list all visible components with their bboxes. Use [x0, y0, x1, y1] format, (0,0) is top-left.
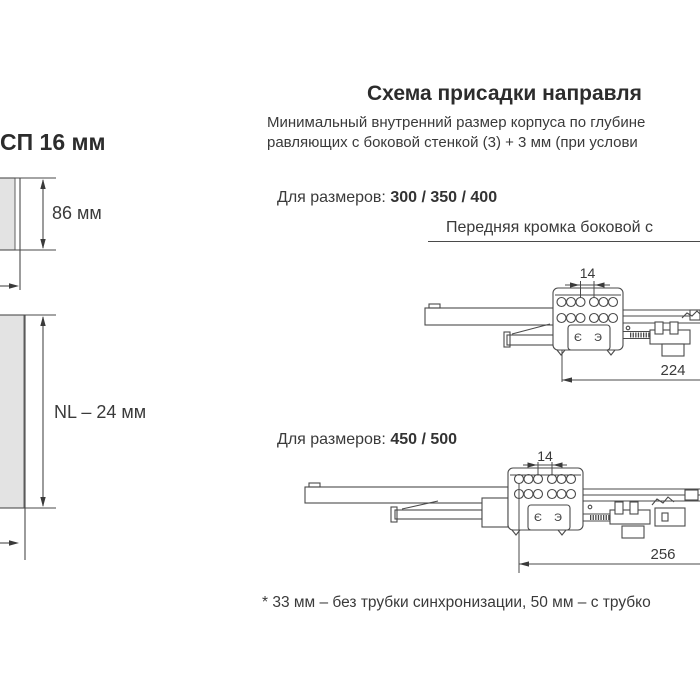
- arrow-up-icon: [40, 179, 45, 189]
- panel-section-top: [0, 178, 15, 250]
- plate-clip-right: Э: [554, 512, 562, 524]
- dim-label-nl24: NL – 24 мм: [54, 402, 147, 422]
- sizes-values: 300 / 350 / 400: [390, 189, 498, 206]
- arrow-right-icon: [570, 282, 580, 287]
- arrow-right-icon: [9, 283, 19, 289]
- arrow-left-icon: [595, 282, 605, 287]
- arrow-left-icon: [519, 561, 529, 566]
- dim-label-86: 86 мм: [52, 203, 102, 223]
- plate-clip-left: Є: [574, 332, 582, 344]
- latch-assembly: [610, 490, 698, 538]
- bracket-foot: [557, 350, 565, 355]
- bracket-foot: [558, 530, 566, 535]
- panel-section-long: [0, 315, 24, 508]
- dim-label-depth-2: 256: [650, 546, 676, 563]
- slide-drawing-450-500: [290, 450, 700, 580]
- drawer-slide-rail: [425, 304, 555, 325]
- footnote: * 33 мм – без трубки синхронизации, 50 мм – с трубко: [262, 594, 651, 611]
- intro-line-1: Минимальный внутренний размер корпуса по глубине: [267, 114, 646, 131]
- arrow-left-icon: [562, 377, 572, 382]
- latch-assembly: [650, 310, 700, 356]
- pointer-arrow-bottom: [0, 540, 19, 546]
- pointer-arrow-top: [0, 283, 19, 289]
- edge-note: Передняя кромка боковой с: [428, 219, 700, 242]
- sizes-caption-1: [277, 189, 497, 207]
- slide-lower-member: [391, 498, 508, 527]
- bracket-foot: [607, 350, 615, 355]
- arrow-up-icon: [40, 316, 45, 326]
- slide-drawing-300-400: [400, 258, 700, 393]
- sizes-caption-2: [277, 431, 457, 449]
- plate-clip-left: Є: [534, 512, 542, 524]
- dim-label-pitch-1: 14: [579, 265, 596, 281]
- drawer-slide-rail: [305, 483, 508, 503]
- dim-label-pitch-2: 14: [537, 450, 553, 464]
- side-panel-diagram: [0, 170, 160, 565]
- arrow-down-icon: [40, 239, 45, 249]
- dimension-nl24: [40, 316, 45, 507]
- arrow-right-icon: [528, 462, 538, 467]
- mounting-bracket: [553, 288, 623, 355]
- arrow-right-icon: [9, 540, 19, 546]
- sizes-values: 450 / 500: [390, 431, 458, 448]
- intro-text: [267, 113, 645, 153]
- sizes-label: Для размеров:: [277, 189, 386, 206]
- arrow-down-icon: [40, 497, 45, 507]
- pin-marker: [626, 326, 630, 330]
- intro-line-2: равляющих с боковой стенкой (3) + 3 мм (при услови: [267, 134, 638, 151]
- slide-lower-member: [504, 324, 555, 347]
- page-title: Схема присадки направля: [367, 82, 642, 105]
- arrow-left-icon: [553, 462, 563, 467]
- sizes-label: Для размеров:: [277, 431, 386, 448]
- plate-clip-right: Э: [594, 332, 602, 344]
- dim-label-depth-1: 224: [660, 362, 686, 379]
- dimension-86: [40, 179, 45, 249]
- pin-marker: [588, 505, 592, 509]
- side-panel-heading: СП 16 мм: [0, 129, 106, 155]
